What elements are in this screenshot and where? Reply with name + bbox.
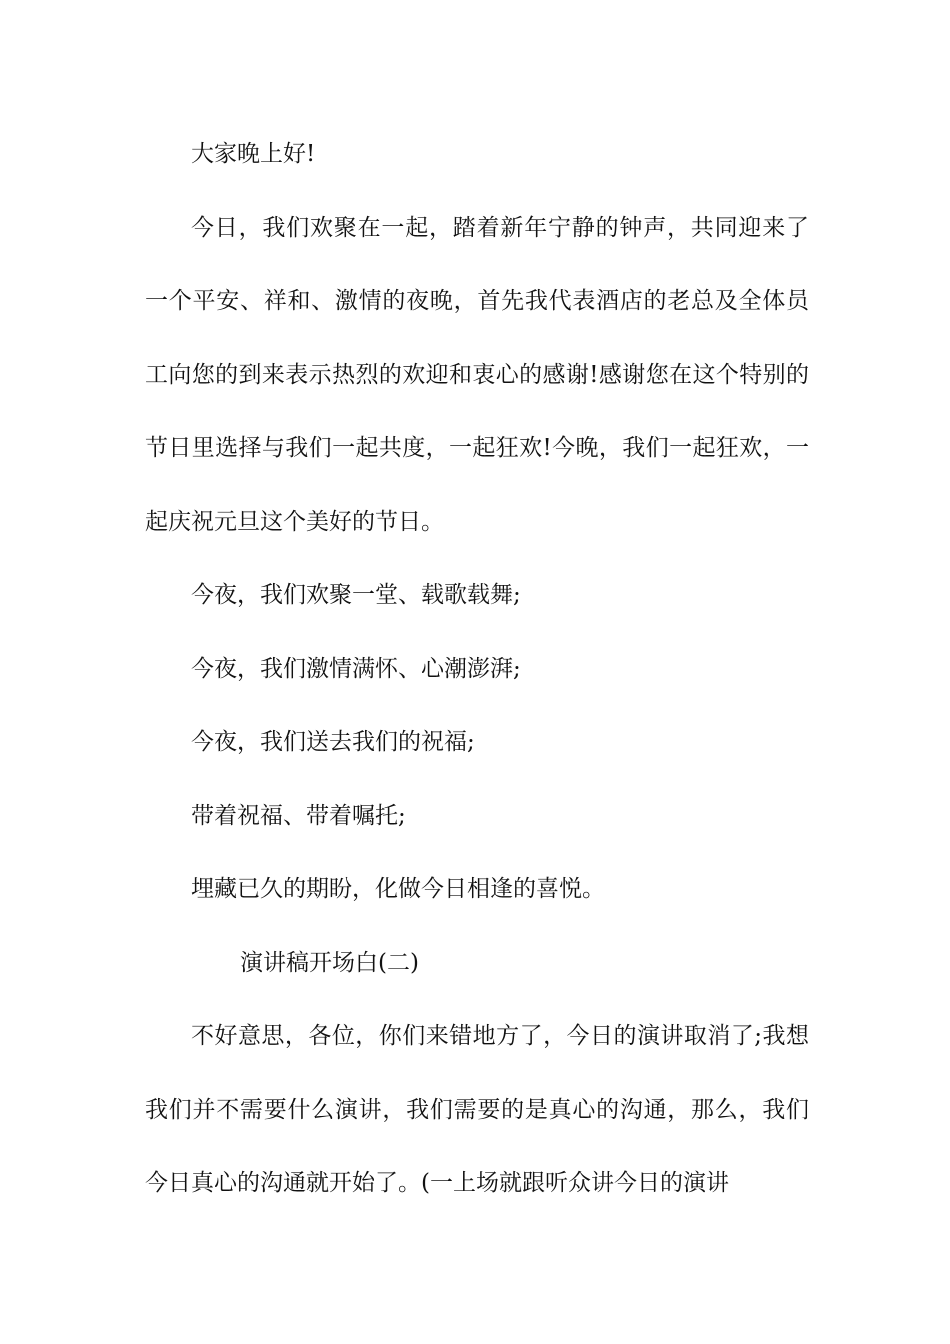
section-heading: 演讲稿开场白(二) — [240, 949, 419, 976]
opening-paragraph: 今日，我们欢聚在一起，踏着新年宁静的钟声，共同迎来了一个平安、祥和、激情的夜晚，首先我代表酒店的老总及全体员工向您的到来表示热烈的欢迎和衷心的感谢!感谢您在这个特别的节日里选择与我们一起共度，一起狂欢!今晚，我们一起狂欢，一起庆祝元旦这个美好的节日。 — [145, 214, 809, 535]
verse-line-2: 今夜，我们激情满怀、心潮澎湃; — [191, 655, 521, 682]
verse-line-1: 今夜，我们欢聚一堂、载歌载舞; — [191, 582, 521, 608]
document-body — [145, 118, 809, 1221]
verse-line-5: 埋藏已久的期盼，化做今日相逢的喜悦。 — [191, 876, 605, 902]
verse-line-4: 带着祝福、带着嘱托; — [191, 802, 406, 829]
greeting-paragraph: 大家晚上好! — [191, 141, 316, 167]
verse-line-3: 今夜，我们送去我们的祝福; — [191, 729, 475, 755]
section-two-paragraph: 不好意思，各位，你们来错地方了，今日的演讲取消了;我想我们并不需要什么演讲，我们需要的是真心的沟通，那么，我们今日真心的沟通就开始了。(一上场就跟听众讲今日的演讲 — [145, 1023, 809, 1196]
